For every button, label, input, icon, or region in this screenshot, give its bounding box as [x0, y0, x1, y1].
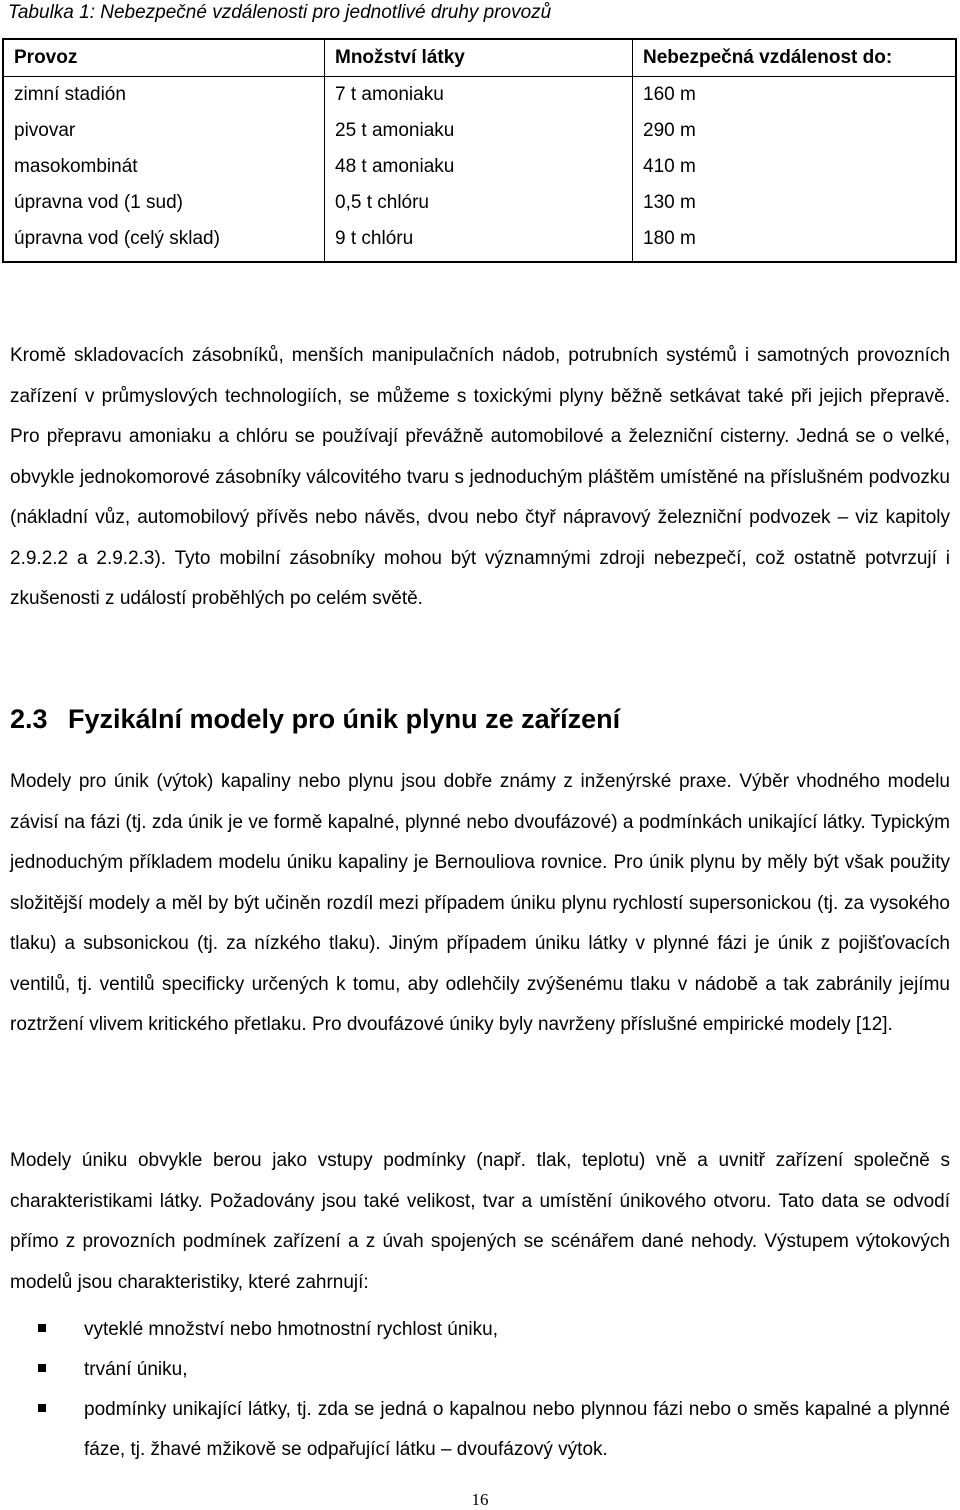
table-cell: úpravna vod (1 sud) [3, 185, 325, 221]
table-cell: 130 m [633, 185, 957, 221]
bullet-square-icon [38, 1404, 46, 1412]
table-row [3, 149, 956, 185]
table-caption: Tabulka 1: Nebezpečné vzdálenosti pro jednotlivé druhy provozů [8, 2, 552, 23]
column-header: Nebezpečná vzdálenost do: [633, 39, 957, 77]
list-item [10, 1350, 950, 1390]
list-item [10, 1390, 950, 1470]
section-number: 2.3 [10, 704, 48, 734]
section-heading [10, 704, 620, 735]
column-header: Provoz [3, 39, 325, 77]
table-cell: 9 t chlóru [325, 221, 633, 262]
list-item [10, 1310, 950, 1350]
list-item-text: podmínky unikající látky, tj. zda se jedná o kapalnou nebo plynnou fázi nebo o směs kapalné a plynné fáze, tj. žhavé mžikově se odpařující látku – dvoufázový výtok. [84, 1399, 950, 1460]
bullet-square-icon [38, 1364, 46, 1372]
paragraph-transport: Kromě skladovacích zásobníků, menších manipulačních nádob, potrubních systémů i samotných provozních zařízení v průmyslových technologiích, se můžeme s toxickými plyny běžně setkávat také při jejich přepravě. Pro přepravu amoniaku a chlóru se používají převážně automobilové a železniční cisterny. Jedná se o velké, obvykle jednokomorové zásobníky válcovitého tvaru s jednoduchým pláštěm umístěné na příslušném podvozku (nákladní vůz, automobilový přívěs nebo návěs, dvou nebo čtyř nápravový železniční podvozek – viz kapitoly 2.9.2.2 a 2.9.2.3). Tyto mobilní zásobníky mohou být významnými zdroji nebezpečí, což ostatně potvrzují i zkušenosti z událostí proběhlých po celém světě. [10, 345, 950, 609]
table-cell: 160 m [633, 77, 957, 114]
table-cell: 48 t amoniaku [325, 149, 633, 185]
table-row [3, 77, 956, 114]
paragraph-model-inputs: Modely úniku obvykle berou jako vstupy podmínky (např. tlak, teplotu) vně a uvnitř zařízení společně s charakteristikami látky. Požadovány jsou také velikost, tvar a umístění únikového otvoru. Tato data se odvodí přímo z provozních podmínek zařízení a z úvah spojených se scénářem dané nehody. Výstupem výtokových modelů jsou charakteristiky, které zahrnují: [10, 1150, 950, 1293]
table-cell: 7 t amoniaku [325, 77, 633, 114]
table-row [3, 113, 956, 149]
page-number: 16 [471, 1490, 489, 1509]
table-row [3, 221, 956, 262]
paragraph-release-models: Modely pro únik (výtok) kapaliny nebo plynu jsou dobře známy z inženýrské praxe. Výběr vhodného modelu závisí na fázi (tj. zda únik je ve formě kapalné, plynné nebo dvoufázové) a podmínkách unikající látky. Typickým jednoduchým příkladem modelu úniku kapaliny je Bernouliova rovnice. Pro únik plynu by měly být však použity složitější modely a měl by být učiněn rozdíl mezi případem úniku plynu rychlostí supersonickou (tj. za vysokého tlaku) a subsonickou (tj. za nízkého tlaku). Jiným případem úniku látky v plynné fázi je únik z pojišťovacích ventilů, tj. ventilů specificky určených k tomu, aby odlehčily zvýšenému tlaku v nádobě a tak zabránily jejímu roztržení vlivem kritického přetlaku. Pro dvoufázové úniky byly navrženy příslušné empirické modely [12]. [10, 771, 950, 1035]
column-header: Množství látky [325, 39, 633, 77]
table-cell: 410 m [633, 149, 957, 185]
section-title: Fyzikální modely pro únik plynu ze zařízení [68, 704, 621, 734]
table-cell: 180 m [633, 221, 957, 262]
list-item-text: vyteklé množství nebo hmotnostní rychlost úniku, [84, 1319, 498, 1340]
table-row [3, 185, 956, 221]
list-item-text: trvání úniku, [84, 1359, 188, 1380]
table-cell: pivovar [3, 113, 325, 149]
table-header-row [3, 39, 956, 77]
table-cell: 0,5 t chlóru [325, 185, 633, 221]
table-cell: zimní stadión [3, 77, 325, 114]
table-cell: úpravna vod (celý sklad) [3, 221, 325, 262]
bullet-square-icon [38, 1324, 46, 1332]
output-characteristics-list [10, 1310, 950, 1470]
table-cell: 290 m [633, 113, 957, 149]
table-cell: masokombinát [3, 149, 325, 185]
hazard-distance-table [2, 38, 957, 263]
table-cell: 25 t amoniaku [325, 113, 633, 149]
